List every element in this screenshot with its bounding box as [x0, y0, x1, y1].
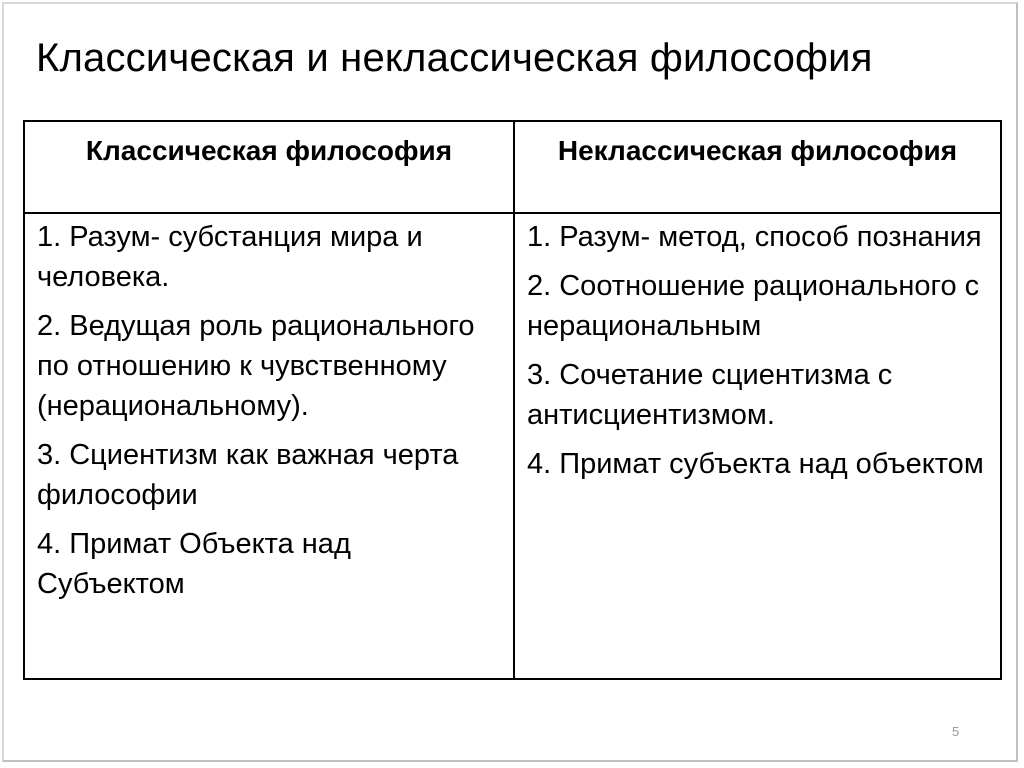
classical-cell — [24, 213, 514, 679]
page-number: 5 — [952, 724, 960, 739]
header-classical — [24, 121, 514, 213]
slide-title: Классическая и неклассическая философия — [36, 36, 873, 80]
nonclassical-item-2: 2. Соотношение рационального с нерациональным — [527, 270, 980, 342]
nonclassical-cell — [514, 213, 1001, 679]
classical-item-4: 4. Примат Объекта над Субъектом — [37, 528, 351, 600]
nonclassical-item-1: 1. Разум- метод, способ познания — [527, 221, 982, 253]
table-body-row — [24, 213, 1001, 679]
nonclassical-item-3: 3. Сочетание сциентизма с антисциентизмом. — [527, 359, 893, 431]
table-header-row — [24, 121, 1001, 213]
header-nonclassical — [514, 121, 1001, 213]
header-classical-label: Классическая философия — [85, 135, 453, 166]
header-nonclassical-label: Неклассическая философия — [557, 135, 958, 166]
classical-item-3: 3. Сциентизм как важная черта философии — [37, 439, 459, 511]
comparison-table — [23, 120, 1002, 680]
classical-item-1: 1. Разум- субстанция мира и человека. — [37, 221, 423, 293]
classical-item-2: 2. Ведущая роль рационального по отношению к чувственному (нерациональному). — [37, 310, 475, 422]
nonclassical-item-4: 4. Примат субъекта над объектом — [527, 448, 984, 480]
